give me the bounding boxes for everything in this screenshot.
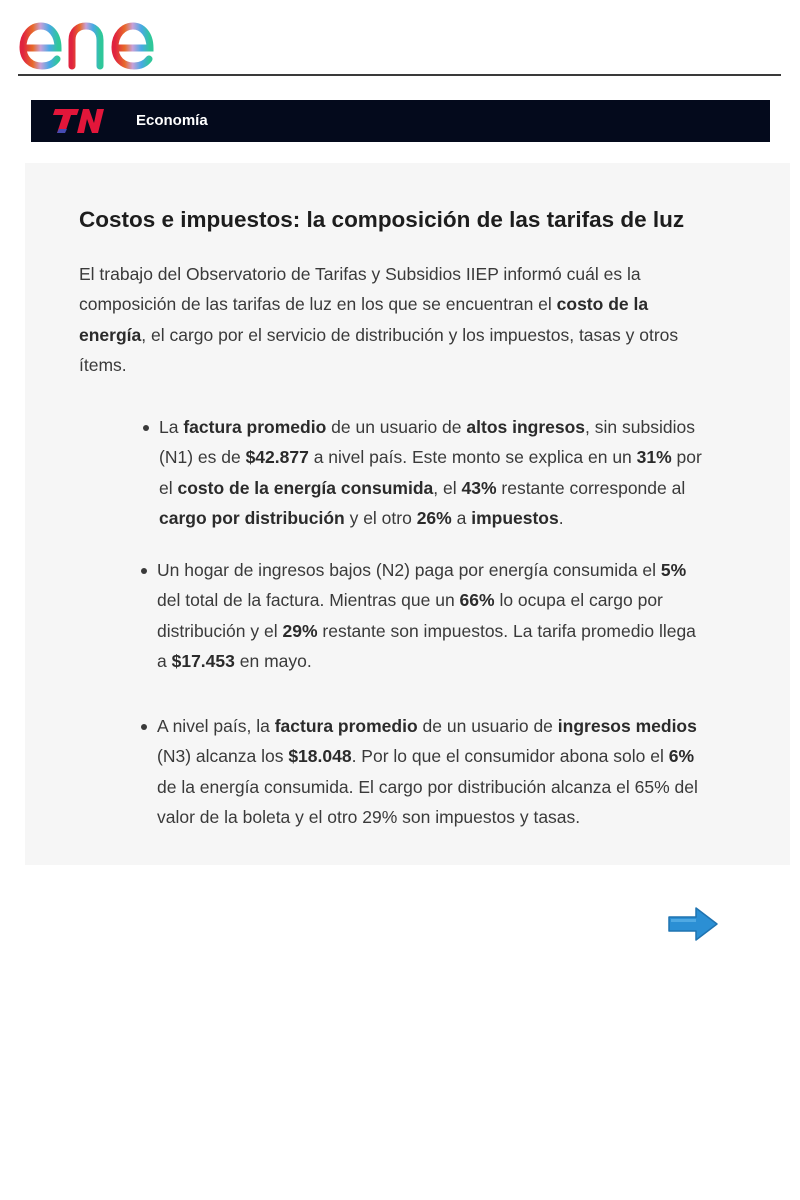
bold-text: $42.877 — [245, 447, 309, 468]
bullet-icon — [141, 568, 147, 574]
bold-text: $17.453 — [171, 650, 235, 671]
bold-text: 5% — [660, 560, 687, 580]
header-divider — [18, 74, 781, 76]
bold-text: 26% — [416, 507, 452, 528]
bold-text: costo de la energía consumida — [177, 477, 434, 498]
enel-logo — [18, 4, 193, 72]
tn-logo[interactable] — [51, 107, 105, 135]
bold-text: $18.048 — [288, 746, 352, 767]
bold-text: 6% — [668, 746, 695, 767]
article-card — [25, 163, 790, 865]
bold-text: factura promedio — [274, 716, 418, 736]
bold-text: 43% — [461, 477, 497, 498]
section-label[interactable]: Economía — [136, 112, 208, 129]
bullet-icon — [143, 425, 149, 431]
list-item — [157, 555, 707, 676]
bold-text: impuestos — [471, 507, 559, 528]
bold-text: ingresos medios — [557, 716, 697, 736]
list-item-text: Un hogar de ingresos bajos (N2) paga por energía consumida el 5% del total de la factura. Mientras que un 66% lo ocupa el cargo por distribución y el 29% restante son impuestos. La tarifa promedio llega a $17.453 en mayo. — [157, 560, 696, 671]
bold-text: costo de la energía — [79, 294, 649, 345]
bold-text: 66% — [459, 590, 495, 611]
list-item-text: A nivel país, la factura promedio de un usuario de ingresos medios (N3) alcanza los $18.048. Por lo que el consumidor abona solo el 6% de la energía consumida. El cargo por distribución alcanza el 65% del valor de la boleta y el otro 29% son impuestos y tasas. — [157, 716, 698, 827]
bold-text: cargo por distribución — [159, 507, 345, 528]
article-intro: El trabajo del Observatorio de Tarifas y Subsidios IIEP informó cuál es la composición de las tarifas de luz en los que se encuentran el costo de la energía, el cargo por el servicio de distribución y los impuestos, tasas y otros ítems. — [79, 264, 679, 375]
list-item-text: La factura promedio de un usuario de altos ingresos, sin subsidios (N1) es de $42.877 a nivel país. Este monto se explica en un 31% por el costo de la energía consumida, el 43% restante corresponde al cargo por distribución y el otro 26% a impuestos. — [159, 417, 702, 528]
bold-text: 31% — [636, 447, 672, 468]
bold-text: factura promedio — [183, 417, 327, 437]
bullet-icon — [141, 724, 147, 730]
news-section-bar — [31, 100, 770, 142]
list-item — [157, 711, 715, 832]
article-title: Costos e impuestos: la composición de las tarifas de luz — [79, 207, 685, 232]
bold-text: altos ingresos — [466, 417, 586, 437]
bold-text: 29% — [282, 620, 318, 641]
list-item — [159, 412, 719, 533]
arrow-right-icon[interactable] — [666, 906, 720, 942]
